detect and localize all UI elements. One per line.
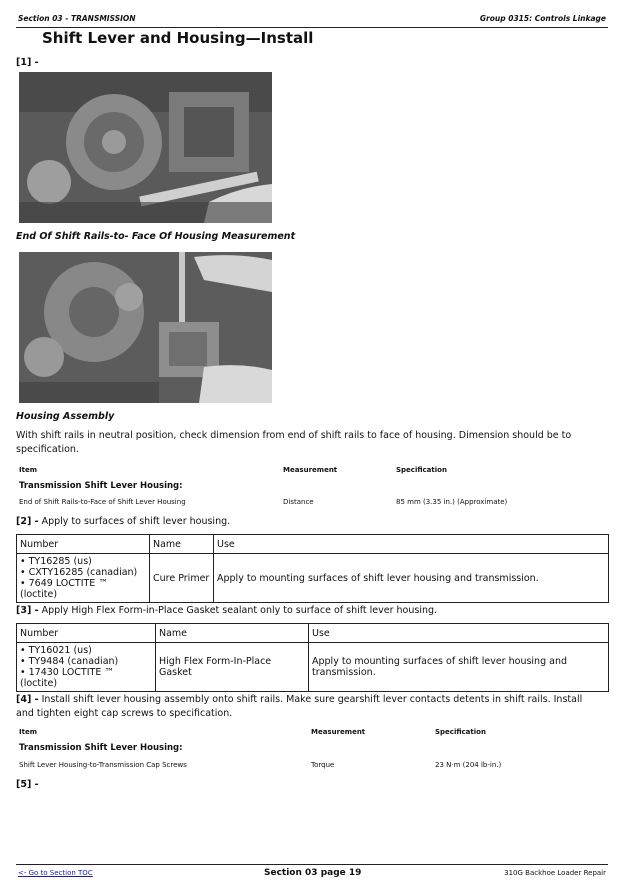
step-4: [4] - Install shift lever housing assembly onto shift rails. Make sure gearshift lever contacts detents in shift rails. Install and tighten eight cap screws to specification. [16, 694, 583, 719]
table2-header-use: Use [309, 624, 609, 643]
spec1-group: Transmission Shift Lever Housing: [19, 481, 183, 491]
table2-use: Apply to mounting surfaces of shift lever housing and transmission. [309, 643, 609, 692]
page-footer [16, 864, 608, 881]
gasket-table [16, 623, 609, 692]
spec2-col-measurement: Measurement [311, 728, 366, 736]
measurement-photo [19, 72, 272, 223]
page-number: Section 03 page 19 [264, 868, 362, 878]
spec1-col-item: Item [19, 466, 37, 474]
document-title: 310G Backhoe Loader Repair [504, 869, 606, 877]
spec2-col-specification: Specification [435, 728, 486, 736]
spec2-col-item: Item [19, 728, 37, 736]
step-3: [3] - Apply High Flex Form-in-Place Gasket sealant only to surface of shift lever housing. [16, 605, 438, 616]
table1-header-number: Number [17, 535, 150, 554]
table1-header-name: Name [150, 535, 214, 554]
table1-use: Apply to mounting surfaces of shift lever housing and transmission. [214, 554, 609, 603]
spec1-col-specification: Specification [396, 466, 447, 474]
section-toc-link[interactable]: <- Go to Section TOC [18, 869, 93, 877]
table1-header-use: Use [214, 535, 609, 554]
page-header [16, 10, 608, 28]
spec2-group: Transmission Shift Lever Housing: [19, 743, 183, 753]
primer-table [16, 534, 609, 603]
spec1-item: End of Shift Rails-to-Face of Shift Lever Housing [19, 498, 186, 506]
spec2-item: Shift Lever Housing-to-Transmission Cap Screws [19, 761, 187, 769]
spec1-specification: 85 mm (3.35 in.) (Approximate) [396, 498, 508, 506]
photo-caption-2: Housing Assembly [16, 411, 115, 422]
table1-numbers: • TY16285 (us) • CXTY16285 (canadian) • 7649 LOCTITE ™ (loctite) [17, 554, 150, 603]
table-row [17, 643, 609, 692]
table2-numbers: • TY16021 (us) • TY9484 (canadian) • 17430 LOCTITE ™ (loctite) [17, 643, 156, 692]
step-1-label: [1] - [16, 57, 39, 68]
step-5-label: [5] - [16, 779, 39, 790]
spec1-col-measurement: Measurement [283, 466, 338, 474]
table2-header-name: Name [156, 624, 309, 643]
table2-name: High Flex Form-In-Place Gasket [156, 643, 309, 692]
table2-header-number: Number [17, 624, 156, 643]
group-title: Group 0315: Controls Linkage [479, 14, 606, 23]
spec2-measurement: Torque [311, 761, 335, 769]
section-title: Section 03 - TRANSMISSION [18, 14, 136, 23]
table1-name: Cure Primer [150, 554, 214, 603]
page-title: Shift Lever and Housing—Install [42, 29, 314, 47]
photo-caption-1: End Of Shift Rails-to- Face Of Housing Measurement [16, 231, 296, 242]
spec2-specification: 23 N·m (204 lb-in.) [435, 761, 502, 769]
step-2: [2] - Apply to surfaces of shift lever housing. [16, 516, 231, 527]
spec1-measurement: Distance [283, 498, 314, 506]
table-row [17, 554, 609, 603]
instruction-paragraph: With shift rails in neutral position, check dimension from end of shift rails to face of housing. Dimension should be to specification. [16, 430, 572, 455]
housing-assembly-photo [19, 252, 272, 403]
